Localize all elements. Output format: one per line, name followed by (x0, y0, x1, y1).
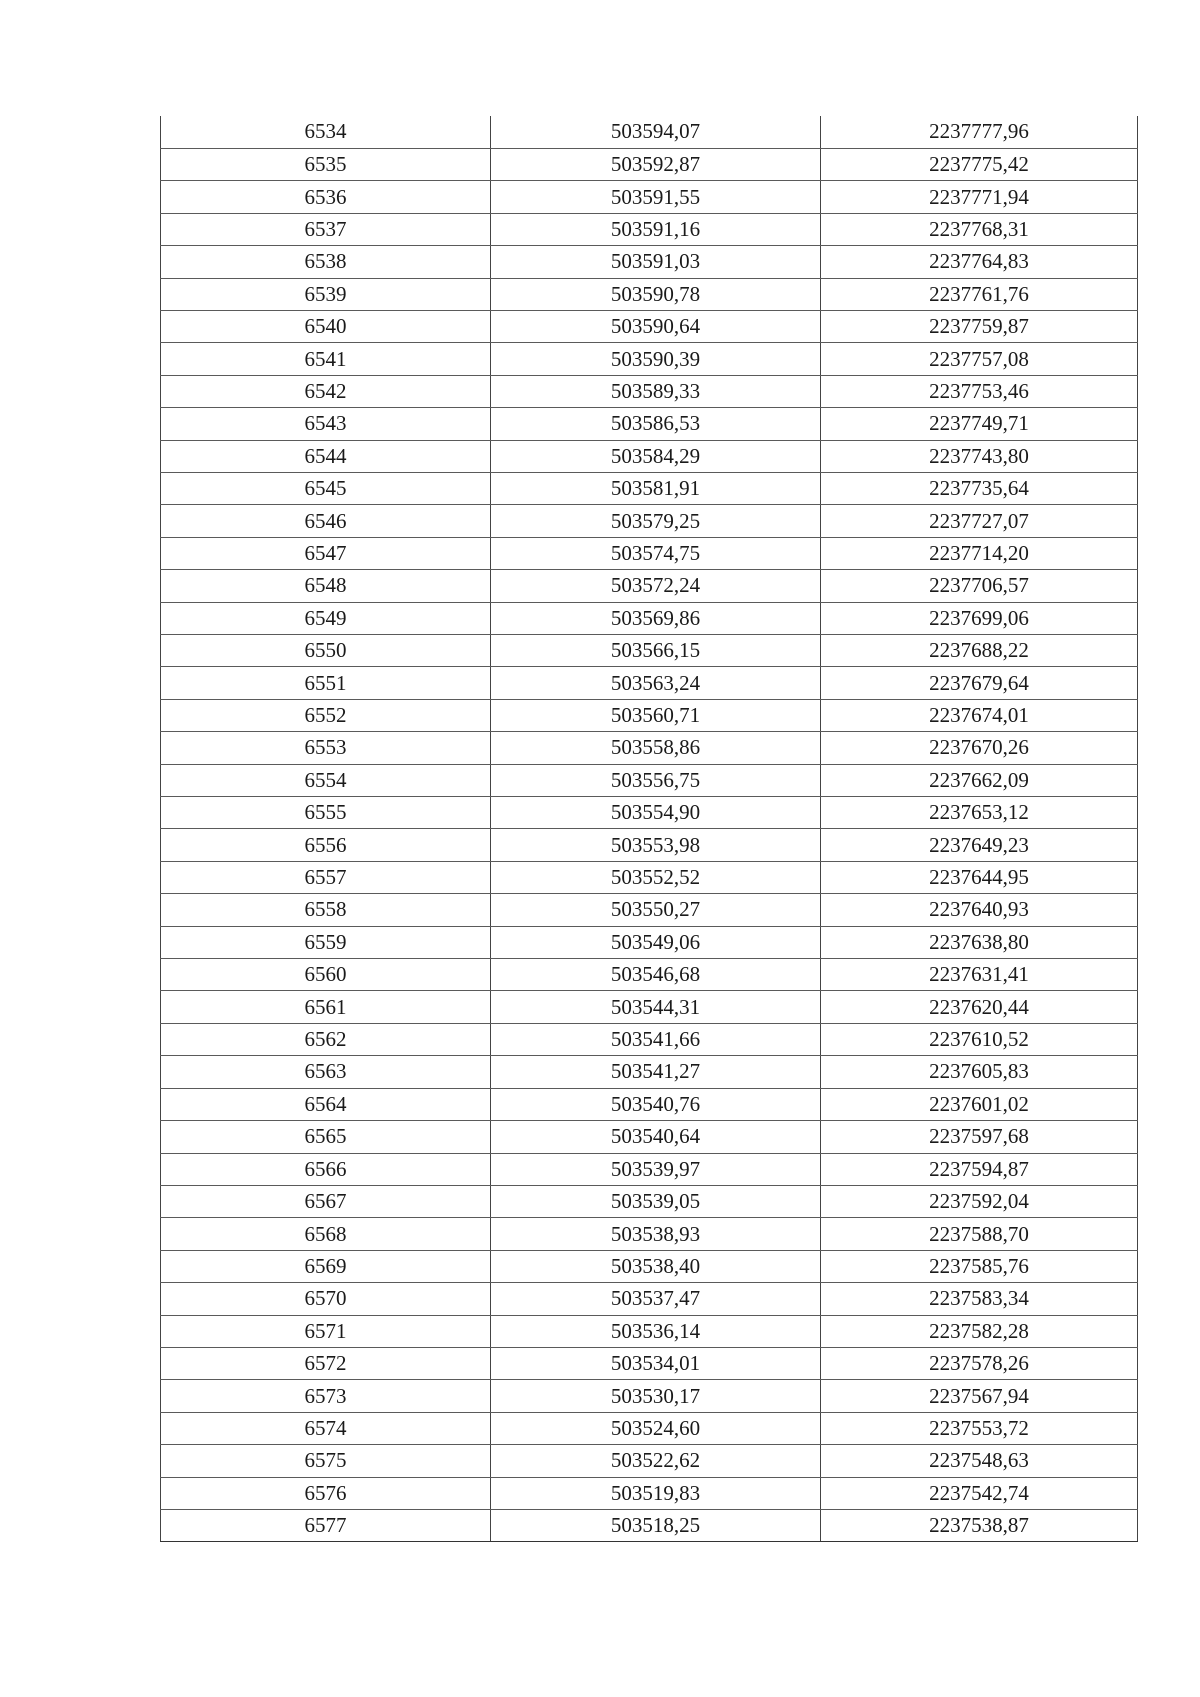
y-coordinate-cell: 2237757,08 (821, 343, 1138, 375)
point-number-cell: 6555 (161, 797, 491, 829)
y-coordinate-cell: 2237743,80 (821, 440, 1138, 472)
table-row (161, 797, 1138, 829)
x-coordinate-cell: 503589,33 (491, 375, 821, 407)
table-row (161, 1283, 1138, 1315)
y-coordinate-cell: 2237601,02 (821, 1088, 1138, 1120)
table-row (161, 1218, 1138, 1250)
x-coordinate-cell: 503556,75 (491, 764, 821, 796)
table-row (161, 181, 1138, 213)
x-coordinate-cell: 503524,60 (491, 1412, 821, 1444)
point-number-cell: 6568 (161, 1218, 491, 1250)
table-row (161, 894, 1138, 926)
point-number-cell: 6553 (161, 732, 491, 764)
table-row (161, 1380, 1138, 1412)
x-coordinate-cell: 503536,14 (491, 1315, 821, 1347)
x-coordinate-cell: 503558,86 (491, 732, 821, 764)
x-coordinate-cell: 503541,27 (491, 1056, 821, 1088)
point-number-cell: 6544 (161, 440, 491, 472)
point-number-cell: 6552 (161, 699, 491, 731)
x-coordinate-cell: 503541,66 (491, 1023, 821, 1055)
point-number-cell: 6575 (161, 1445, 491, 1477)
x-coordinate-cell: 503544,31 (491, 991, 821, 1023)
x-coordinate-cell: 503550,27 (491, 894, 821, 926)
coordinates-table-body (161, 116, 1138, 1542)
y-coordinate-cell: 2237771,94 (821, 181, 1138, 213)
table-row (161, 1347, 1138, 1379)
table-row (161, 116, 1138, 148)
x-coordinate-cell: 503518,25 (491, 1509, 821, 1541)
table-row (161, 764, 1138, 796)
point-number-cell: 6538 (161, 246, 491, 278)
x-coordinate-cell: 503537,47 (491, 1283, 821, 1315)
x-coordinate-cell: 503546,68 (491, 959, 821, 991)
y-coordinate-cell: 2237640,93 (821, 894, 1138, 926)
table-row (161, 278, 1138, 310)
point-number-cell: 6556 (161, 829, 491, 861)
point-number-cell: 6554 (161, 764, 491, 796)
y-coordinate-cell: 2237597,68 (821, 1121, 1138, 1153)
x-coordinate-cell: 503538,93 (491, 1218, 821, 1250)
x-coordinate-cell: 503566,15 (491, 635, 821, 667)
y-coordinate-cell: 2237585,76 (821, 1250, 1138, 1282)
y-coordinate-cell: 2237670,26 (821, 732, 1138, 764)
x-coordinate-cell: 503530,17 (491, 1380, 821, 1412)
x-coordinate-cell: 503581,91 (491, 472, 821, 504)
x-coordinate-cell: 503591,55 (491, 181, 821, 213)
y-coordinate-cell: 2237594,87 (821, 1153, 1138, 1185)
point-number-cell: 6537 (161, 213, 491, 245)
point-number-cell: 6549 (161, 602, 491, 634)
table-row (161, 537, 1138, 569)
x-coordinate-cell: 503522,62 (491, 1445, 821, 1477)
point-number-cell: 6551 (161, 667, 491, 699)
y-coordinate-cell: 2237588,70 (821, 1218, 1138, 1250)
table-row (161, 148, 1138, 180)
point-number-cell: 6541 (161, 343, 491, 375)
table-row (161, 991, 1138, 1023)
table-row (161, 829, 1138, 861)
y-coordinate-cell: 2237583,34 (821, 1283, 1138, 1315)
table-row (161, 1088, 1138, 1120)
y-coordinate-cell: 2237567,94 (821, 1380, 1138, 1412)
y-coordinate-cell: 2237706,57 (821, 570, 1138, 602)
x-coordinate-cell: 503590,39 (491, 343, 821, 375)
point-number-cell: 6535 (161, 148, 491, 180)
x-coordinate-cell: 503553,98 (491, 829, 821, 861)
table-row (161, 1121, 1138, 1153)
point-number-cell: 6564 (161, 1088, 491, 1120)
y-coordinate-cell: 2237542,74 (821, 1477, 1138, 1509)
point-number-cell: 6563 (161, 1056, 491, 1088)
table-row (161, 699, 1138, 731)
point-number-cell: 6542 (161, 375, 491, 407)
x-coordinate-cell: 503540,76 (491, 1088, 821, 1120)
point-number-cell: 6540 (161, 310, 491, 342)
y-coordinate-cell: 2237649,23 (821, 829, 1138, 861)
x-coordinate-cell: 503592,87 (491, 148, 821, 180)
x-coordinate-cell: 503591,16 (491, 213, 821, 245)
table-row (161, 1509, 1138, 1541)
x-coordinate-cell: 503586,53 (491, 408, 821, 440)
coordinates-table (160, 116, 1138, 1542)
x-coordinate-cell: 503579,25 (491, 505, 821, 537)
y-coordinate-cell: 2237631,41 (821, 959, 1138, 991)
x-coordinate-cell: 503590,64 (491, 310, 821, 342)
point-number-cell: 6560 (161, 959, 491, 991)
table-row (161, 1445, 1138, 1477)
x-coordinate-cell: 503539,05 (491, 1185, 821, 1217)
x-coordinate-cell: 503552,52 (491, 861, 821, 893)
x-coordinate-cell: 503594,07 (491, 116, 821, 148)
point-number-cell: 6565 (161, 1121, 491, 1153)
point-number-cell: 6571 (161, 1315, 491, 1347)
y-coordinate-cell: 2237548,63 (821, 1445, 1138, 1477)
y-coordinate-cell: 2237610,52 (821, 1023, 1138, 1055)
y-coordinate-cell: 2237653,12 (821, 797, 1138, 829)
point-number-cell: 6536 (161, 181, 491, 213)
y-coordinate-cell: 2237753,46 (821, 375, 1138, 407)
x-coordinate-cell: 503584,29 (491, 440, 821, 472)
x-coordinate-cell: 503519,83 (491, 1477, 821, 1509)
y-coordinate-cell: 2237553,72 (821, 1412, 1138, 1444)
point-number-cell: 6569 (161, 1250, 491, 1282)
table-row (161, 635, 1138, 667)
x-coordinate-cell: 503540,64 (491, 1121, 821, 1153)
x-coordinate-cell: 503574,75 (491, 537, 821, 569)
point-number-cell: 6576 (161, 1477, 491, 1509)
point-number-cell: 6546 (161, 505, 491, 537)
point-number-cell: 6548 (161, 570, 491, 602)
point-number-cell: 6567 (161, 1185, 491, 1217)
x-coordinate-cell: 503554,90 (491, 797, 821, 829)
point-number-cell: 6534 (161, 116, 491, 148)
y-coordinate-cell: 2237644,95 (821, 861, 1138, 893)
table-row (161, 375, 1138, 407)
point-number-cell: 6559 (161, 926, 491, 958)
table-row (161, 505, 1138, 537)
y-coordinate-cell: 2237538,87 (821, 1509, 1138, 1541)
x-coordinate-cell: 503534,01 (491, 1347, 821, 1379)
point-number-cell: 6566 (161, 1153, 491, 1185)
y-coordinate-cell: 2237714,20 (821, 537, 1138, 569)
point-number-cell: 6570 (161, 1283, 491, 1315)
table-row (161, 570, 1138, 602)
y-coordinate-cell: 2237749,71 (821, 408, 1138, 440)
point-number-cell: 6558 (161, 894, 491, 926)
y-coordinate-cell: 2237605,83 (821, 1056, 1138, 1088)
point-number-cell: 6543 (161, 408, 491, 440)
y-coordinate-cell: 2237759,87 (821, 310, 1138, 342)
y-coordinate-cell: 2237764,83 (821, 246, 1138, 278)
table-row (161, 440, 1138, 472)
y-coordinate-cell: 2237679,64 (821, 667, 1138, 699)
y-coordinate-cell: 2237777,96 (821, 116, 1138, 148)
x-coordinate-cell: 503572,24 (491, 570, 821, 602)
table-row (161, 667, 1138, 699)
y-coordinate-cell: 2237592,04 (821, 1185, 1138, 1217)
point-number-cell: 6577 (161, 1509, 491, 1541)
point-number-cell: 6574 (161, 1412, 491, 1444)
y-coordinate-cell: 2237768,31 (821, 213, 1138, 245)
point-number-cell: 6562 (161, 1023, 491, 1055)
table-row (161, 1315, 1138, 1347)
table-row (161, 602, 1138, 634)
table-row (161, 343, 1138, 375)
x-coordinate-cell: 503563,24 (491, 667, 821, 699)
y-coordinate-cell: 2237662,09 (821, 764, 1138, 796)
x-coordinate-cell: 503591,03 (491, 246, 821, 278)
table-row (161, 1412, 1138, 1444)
x-coordinate-cell: 503560,71 (491, 699, 821, 731)
y-coordinate-cell: 2237761,76 (821, 278, 1138, 310)
point-number-cell: 6550 (161, 635, 491, 667)
y-coordinate-cell: 2237699,06 (821, 602, 1138, 634)
table-row (161, 1023, 1138, 1055)
table-row (161, 1056, 1138, 1088)
y-coordinate-cell: 2237735,64 (821, 472, 1138, 504)
x-coordinate-cell: 503539,97 (491, 1153, 821, 1185)
x-coordinate-cell: 503590,78 (491, 278, 821, 310)
point-number-cell: 6561 (161, 991, 491, 1023)
x-coordinate-cell: 503549,06 (491, 926, 821, 958)
y-coordinate-cell: 2237582,28 (821, 1315, 1138, 1347)
y-coordinate-cell: 2237638,80 (821, 926, 1138, 958)
y-coordinate-cell: 2237620,44 (821, 991, 1138, 1023)
x-coordinate-cell: 503538,40 (491, 1250, 821, 1282)
y-coordinate-cell: 2237674,01 (821, 699, 1138, 731)
point-number-cell: 6572 (161, 1347, 491, 1379)
table-row (161, 408, 1138, 440)
table-row (161, 959, 1138, 991)
table-row (161, 213, 1138, 245)
table-row (161, 732, 1138, 764)
table-row (161, 861, 1138, 893)
table-row (161, 1185, 1138, 1217)
y-coordinate-cell: 2237727,07 (821, 505, 1138, 537)
table-row (161, 246, 1138, 278)
table-row (161, 310, 1138, 342)
y-coordinate-cell: 2237688,22 (821, 635, 1138, 667)
point-number-cell: 6545 (161, 472, 491, 504)
table-row (161, 472, 1138, 504)
table-row (161, 926, 1138, 958)
table-row (161, 1153, 1138, 1185)
point-number-cell: 6573 (161, 1380, 491, 1412)
table-row (161, 1477, 1138, 1509)
point-number-cell: 6539 (161, 278, 491, 310)
y-coordinate-cell: 2237578,26 (821, 1347, 1138, 1379)
table-row (161, 1250, 1138, 1282)
y-coordinate-cell: 2237775,42 (821, 148, 1138, 180)
x-coordinate-cell: 503569,86 (491, 602, 821, 634)
point-number-cell: 6557 (161, 861, 491, 893)
point-number-cell: 6547 (161, 537, 491, 569)
